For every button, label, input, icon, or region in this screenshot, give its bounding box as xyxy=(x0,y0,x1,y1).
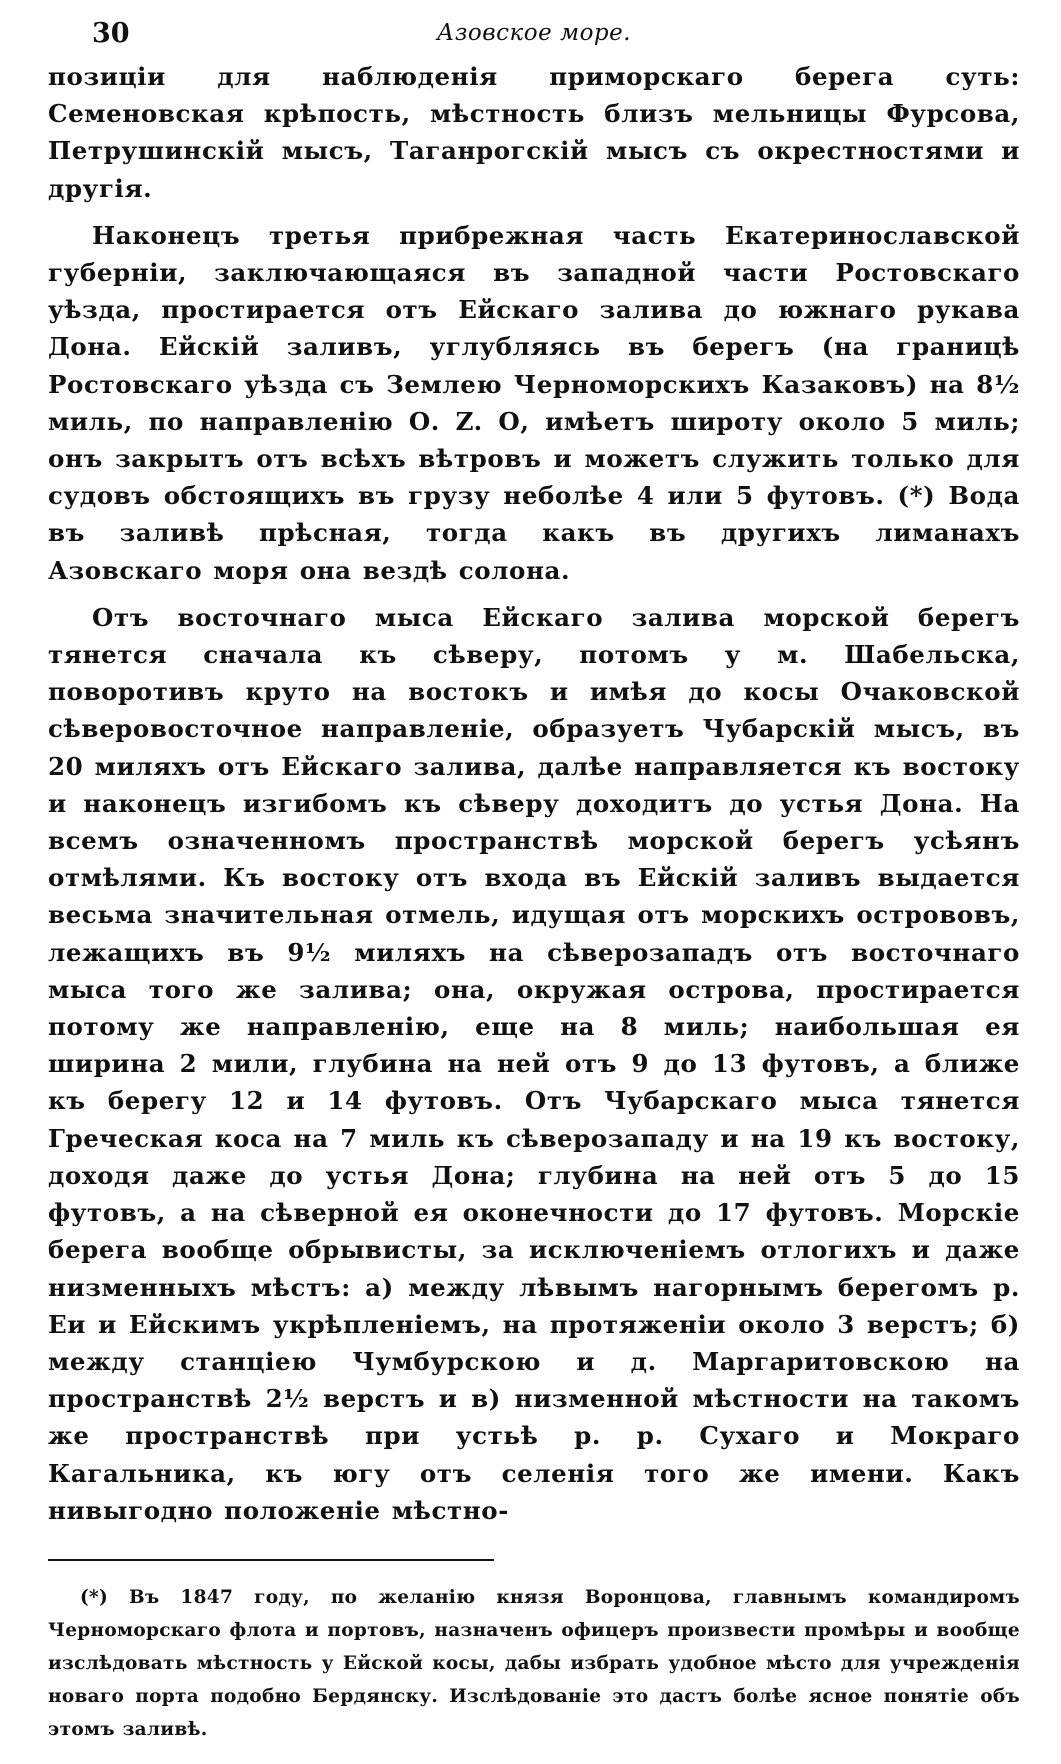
paragraph-coastline: Отъ восточнаго мыса Ейскаго залива морской берегъ тянется сначала къ сѣверу, потомъ у м. Шабельска, поворотивъ круто на востокъ и имѣя до косы Очаковской сѣверовосточное направленіе, образуетъ Чубарскій мысъ, въ 20 миляхъ отъ Ейскаго залива, далѣе направляется къ востоку и наконецъ изгибомъ къ сѣверу доходитъ до устья Дона. На всемъ означенномъ пространствѣ морской берегъ усѣянъ отмѣлями. Къ востоку отъ входа въ Ейскій заливъ выдается весьма значительная отмель, идущая отъ морскихъ острововъ, лежащихъ въ 9½ миляхъ на сѣверозападъ отъ восточнаго мыса того же залива; она, окружая острова, простирается потому же направленію, еще на 8 миль; наибольшая ея ширина 2 мили, глубина на ней отъ 9 до 13 футовъ, а ближе къ берегу 12 и 14 футовъ. Отъ Чубарскаго мыса тянется Греческая коса на 7 миль къ сѣверозападу и на 19 къ востоку, доходя даже до устья Дона; глубина на ней отъ 5 до 15 футовъ, а на сѣверной ея оконечности до 17 футовъ. Морскіе берега вообще обрывисты, за исключеніемъ отлогихъ и даже низменныхъ мѣстъ: а) между лѣвымъ нагорнымъ берегомъ р. Еи и Ейскимъ укрѣпленіемъ, на протяженіи около 3 верстъ; б) между станціею Чумбурскою и д. Маргаритовскою на пространствѣ 2½ верстъ и в) низменной мѣстности на такомъ же пространствѣ при устьѣ р. р. Сухаго и Мокраго Кагальника, къ югу отъ селенія того же имени. Какъ нивыгодно положеніе мѣстно- xyxy=(48,602,1020,1525)
footnote: (*) Въ 1847 году, по желанію князя Воронцова, главнымъ командиромъ Черноморскаго флота и портовъ, назначенъ офицеръ произвести промѣры и вообще изслѣдовать мѣстность у Ейской косы, дабы избрать удобное мѣсто для учрежденія новаго порта подобно Бердянску. Изслѣдованіе это дастъ болѣе ясное понятіе объ этомъ заливѣ. xyxy=(48,1586,1020,1740)
page-number: 30 xyxy=(92,18,130,49)
document-page xyxy=(48,14,1020,1764)
footnote-divider xyxy=(48,1559,494,1561)
paragraph-continuation: позиціи для наблюденія приморскаго берега суть: Семеновская крѣпость, мѣстность близъ мельницы Фурсова, Петрушинскій мысъ, Таганрогскій мысъ съ окрестностями и другія. xyxy=(48,62,1020,203)
paragraph-yeysk-bay: Наконецъ третья прибрежная часть Екатеринославской губерніи, заключающаяся въ западной части Ростовскаго уѣзда, простирается отъ Ейскаго залива до южнаго рукава Дона. Ейскій заливъ, углубляясь въ берегъ (на границѣ Ростовскаго уѣзда съ Землею Черноморскихъ Казаковъ) на 8½ миль, по направленію О. Z. О, имѣетъ широту около 5 миль; онъ закрытъ отъ всѣхъ вѣтровъ и можетъ служить только для судовъ обстоящихъ въ грузу неболѣе 4 или 5 футовъ. (*) Вода въ заливѣ прѣсная, тогда какъ въ другихъ лиманахъ Азовскаго моря она вездѣ солона. xyxy=(48,220,1020,585)
running-title: Азовское море. xyxy=(436,20,632,46)
page-header xyxy=(48,14,1020,54)
